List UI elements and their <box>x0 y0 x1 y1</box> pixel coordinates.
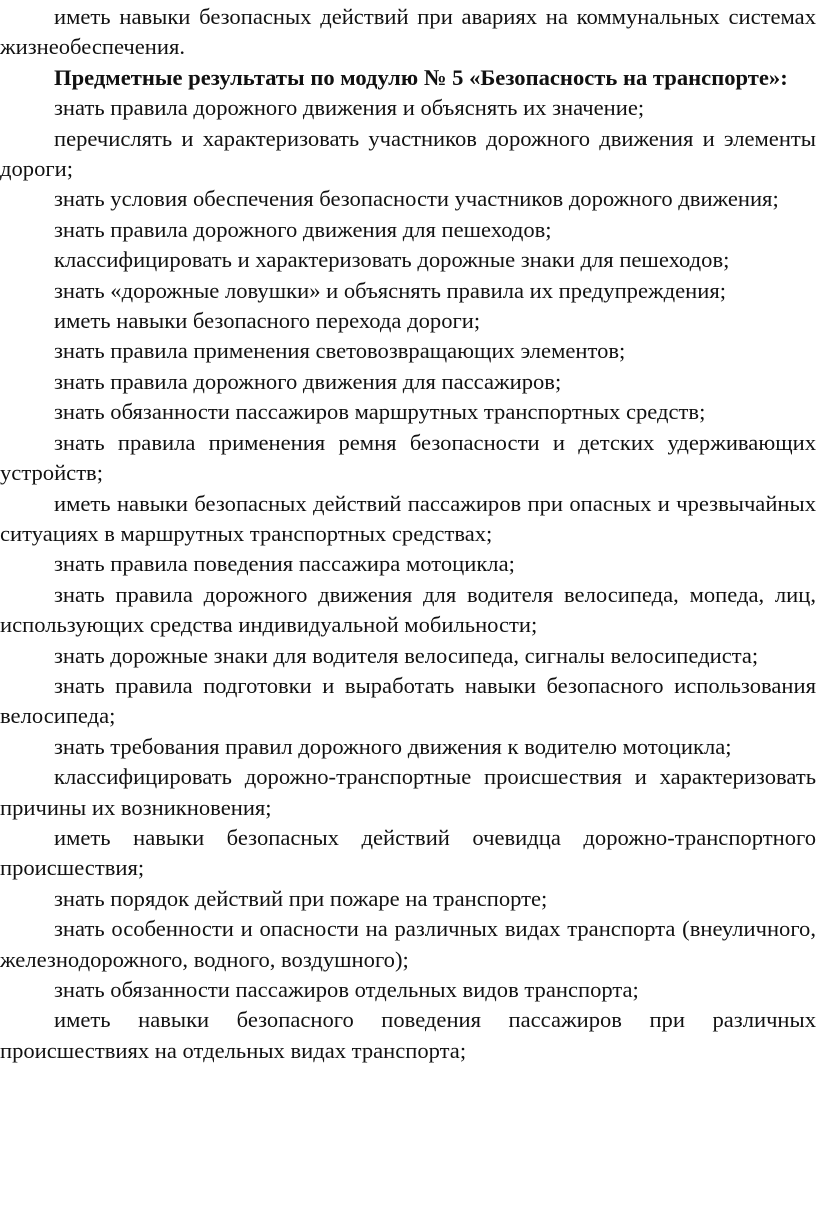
intro-paragraph: иметь навыки безопасных действий при авариях на коммунальных системах жизнеобеспечения. <box>0 4 816 60</box>
list-item: знать порядок действий при пожаре на транспорте; <box>54 885 548 911</box>
list-item: знать «дорожные ловушки» и объяснять правила их предупреждения; <box>54 277 726 303</box>
list-item: классифицировать и характеризовать дорожные знаки для пешеходов; <box>54 247 730 273</box>
list-item: знать правила дорожного движения для пешеходов; <box>54 216 552 242</box>
list-item: знать условия обеспечения безопасности участников дорожного движения; <box>54 186 779 212</box>
list-item: знать требования правил дорожного движения к водителю мотоцикла; <box>54 733 732 759</box>
list-item: знать правила применения световозвращающих элементов; <box>54 338 626 364</box>
list-item: иметь навыки безопасного перехода дороги; <box>54 308 481 334</box>
list-item: знать правила применения ремня безопасности и детских удерживающих устройств; <box>0 429 816 486</box>
list-item: иметь навыки безопасного поведения пассажиров при различных происшествиях на отдельных видах транспорта; <box>0 1007 816 1063</box>
list-item: знать обязанности пассажиров маршрутных транспортных средств; <box>54 399 706 425</box>
list-item: иметь навыки безопасных действий очевидца дорожно-транспортного происшествия; <box>0 824 816 881</box>
list-item: классифицировать дорожно-транспортные происшествия и характеризовать причины их возникновения; <box>0 764 816 820</box>
list-item: знать обязанности пассажиров отдельных видов транспорта; <box>54 977 639 1002</box>
list-item: знать правила дорожного движения для пассажиров; <box>54 368 562 394</box>
list-item: знать правила дорожного движения для водителя велосипеда, мопеда, лиц, использующих средства индивидуальной мобильности; <box>0 581 816 638</box>
list-item: иметь навыки безопасных действий пассажиров при опасных и чрезвычайных ситуациях в маршрутных транспортных средствах; <box>0 490 816 546</box>
list-item: знать правила подготовки и выработать навыки безопасного использования велосипеда; <box>0 672 816 729</box>
list-item: знать правила поведения пассажира мотоцикла; <box>54 551 515 577</box>
list-item: знать правила дорожного движения и объяснять их значение; <box>54 95 645 121</box>
list-item: перечислять и характеризовать участников дорожного движения и элементы дороги; <box>0 125 816 182</box>
list-item: знать дорожные знаки для водителя велосипеда, сигналы велосипедиста; <box>54 642 759 668</box>
list-item: знать особенности и опасности на различных видах транспорта (внеуличного, железнодорожного, водного, воздушного); <box>0 916 816 972</box>
section-heading: Предметные результаты по модулю № 5 «Безопасность на транспорте»: <box>54 64 788 90</box>
